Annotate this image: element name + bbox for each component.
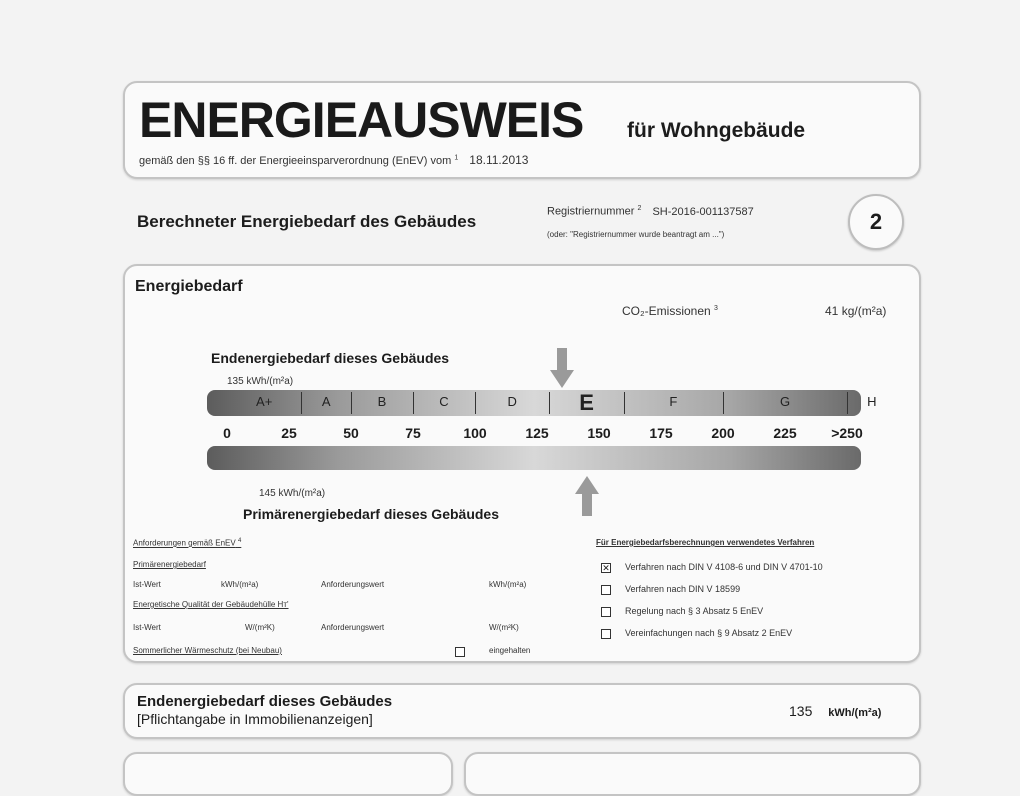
legal-basis	[139, 153, 528, 167]
procedure-label: Regelung nach § 3 Absatz 5 EnEV	[625, 606, 764, 616]
requirements-heading-text: Anforderungen gemäß EnEV	[133, 538, 236, 548]
final-energy-label: Endenergiebedarf dieses Gebäudes	[211, 350, 450, 366]
co2-label-text: CO₂-Emissionen	[622, 304, 711, 318]
scale-tick-label: >250	[831, 425, 863, 441]
scale-tick-label: 225	[773, 425, 797, 441]
final-energy-number: 135	[789, 703, 813, 719]
next-section-left	[123, 752, 453, 796]
class-divider	[475, 392, 476, 414]
energy-class-b: B	[377, 394, 387, 409]
page-number-badge	[848, 194, 904, 250]
co2-number: 41	[825, 304, 839, 318]
energy-class-d: D	[507, 394, 517, 409]
energy-box	[123, 264, 921, 663]
up-arrow-icon	[575, 476, 599, 516]
registration	[547, 205, 754, 218]
ist-value-label: Ist-Wert	[133, 580, 161, 589]
procedure-checkbox[interactable]	[601, 607, 611, 617]
co2-value	[825, 304, 886, 318]
class-divider	[413, 392, 414, 414]
energy-title: Energiebedarf	[135, 278, 243, 295]
header-box	[123, 81, 921, 179]
scale-tick-label: 25	[281, 425, 297, 441]
scale-tick-label: 200	[711, 425, 735, 441]
down-arrow-icon	[550, 348, 574, 388]
primary-energy-heading: Primärenergiebedarf	[133, 560, 206, 569]
energy-scale-bar-lower	[207, 446, 861, 470]
energy-class-g: G	[779, 394, 791, 409]
issue-date: 18.11.2013	[469, 153, 529, 167]
registration-label: Registriernummer	[547, 205, 635, 218]
final-energy-unit: kWh/(m²a)	[828, 707, 882, 719]
energy-class-c: C	[439, 394, 449, 409]
building-envelope-heading: Energetische Qualität der Gebäudehülle Hт'	[133, 600, 289, 609]
ist-value-label-2: Ist-Wert	[133, 623, 161, 632]
final-energy-box-value	[789, 703, 881, 719]
procedure-label: Verfahren nach DIN V 18599	[625, 584, 741, 594]
requirements-footnote: 4	[237, 538, 242, 544]
page-number: 2	[869, 209, 883, 234]
registration-number: SH-2016-001137587	[652, 205, 754, 218]
final-energy-value: 135 kWh/(m²a)	[227, 376, 294, 387]
summer-protection-label: Sommerlicher Wärmeschutz (bei Neubau)	[133, 646, 282, 655]
final-energy-box-title: Endenergiebedarf dieses Gebäudes	[137, 693, 393, 710]
requirement-value-label-2: Anforderungswert	[321, 623, 385, 632]
procedure-heading: Für Energiebedarfsberechnungen verwendetes Verfahren	[596, 538, 815, 547]
procedure-label: Verfahren nach DIN V 4108-6 und DIN V 4701-10	[625, 562, 823, 572]
section-title: Berechneter Energiebedarf des Gebäudes	[137, 212, 477, 231]
procedure-checkbox[interactable]: ✕	[602, 563, 610, 573]
energy-class-a: A	[321, 394, 331, 409]
ist-unit-2: W/(m²K)	[245, 623, 275, 632]
co2-footnote: 3	[714, 305, 718, 312]
procedure-label: Vereinfachungen nach § 9 Absatz 2 EnEV	[625, 628, 793, 638]
requirements-heading	[133, 538, 241, 548]
procedure-checkbox[interactable]	[601, 629, 611, 639]
next-section-right	[464, 752, 921, 796]
energy-class-e: E	[579, 390, 594, 415]
summer-protection-status: eingehalten	[489, 646, 531, 655]
energy-class-labels	[207, 390, 877, 416]
scale-tick-label: 50	[343, 425, 359, 441]
ist-unit: kWh/(m²a)	[221, 580, 259, 589]
energy-class-f: F	[669, 394, 678, 409]
co2-label	[622, 304, 718, 318]
requirement-unit: kWh/(m²a)	[489, 580, 527, 589]
final-energy-box-note: [Pflichtangabe in Immobilienanzeigen]	[137, 711, 373, 727]
requirement-value-label: Anforderungswert	[321, 580, 385, 589]
class-divider	[624, 392, 625, 414]
class-divider	[723, 392, 724, 414]
requirement-unit-2: W/(m²K)	[489, 623, 519, 632]
footnote-mark: 1	[454, 154, 459, 162]
scale-tick-label: 100	[463, 425, 487, 441]
scale-tick-label: 150	[587, 425, 611, 441]
registration-note: (oder: "Registriernummer wurde beantragt am ...")	[547, 230, 725, 239]
summer-protection-checkbox[interactable]	[455, 647, 465, 657]
co2-unit: kg/(m²a)	[841, 304, 887, 318]
primary-energy-value: 145 kWh/(m²a)	[259, 488, 326, 499]
class-divider	[549, 392, 550, 414]
scale-tick-label: 75	[405, 425, 421, 441]
registration-footnote: 2	[637, 205, 642, 212]
legal-basis-text: gemäß den §§ 16 ff. der Energieeinsparverordnung (EnEV) vom	[139, 155, 452, 167]
class-divider	[351, 392, 352, 414]
procedure-checkbox[interactable]	[601, 585, 611, 595]
scale-tick-label: 175	[649, 425, 673, 441]
final-energy-box	[123, 683, 921, 739]
primary-energy-label: Primärenergiebedarf dieses Gebäudes	[243, 506, 499, 522]
class-divider	[301, 392, 302, 414]
energy-class-aplus: A+	[256, 394, 273, 409]
scale-tick-labels	[207, 425, 861, 443]
document-title: ENERGIEAUSWEIS	[139, 92, 584, 148]
energy-class-h: H	[867, 394, 877, 409]
scale-tick-label: 0	[223, 425, 231, 441]
document-subtitle: für Wohngebäude	[627, 119, 806, 142]
class-divider	[847, 392, 848, 414]
scale-tick-label: 125	[525, 425, 549, 441]
